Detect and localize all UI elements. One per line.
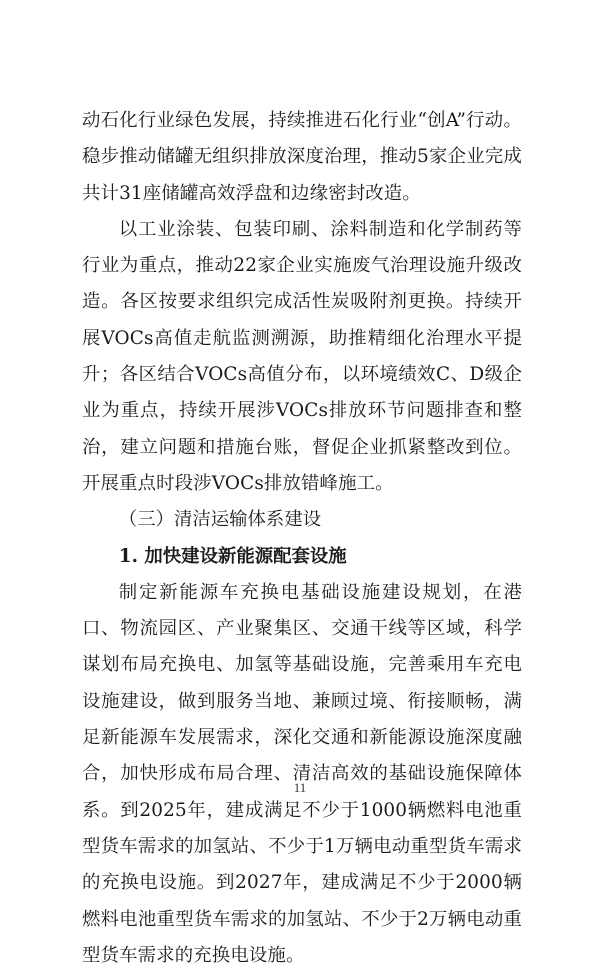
body-text — [82, 103, 522, 974]
page-number: 11 — [293, 780, 307, 795]
paragraph-new-energy: 制定新能源车充换电基础设施建设规划，在港口、物流园区、产业聚集区、交通干线等区域，科学谋划布局充换电、加氢等基础设施，完善乘用车充电设施建设，做到服务当地、兼顾过境、衔接顺畅，满足新能源车发展需求，深化交通和新能源设施深度融合，加快形成布局合理、清洁高效的基础设施保障体系。到2025年，建成满足不少于1000辆燃料电池重型货车需求的加氢站、不少于1万辆电动重型货车需求的充换电设施。到2027年，建成满足不少于2000辆燃料电池重型货车需求的加氢站、不少于2万辆电动重型货车需求的充换电设施。 — [82, 581, 522, 966]
section-heading: （三）清洁运输体系建设 — [118, 509, 322, 531]
sub-heading: 1. 加快建设新能源配套设施 — [118, 545, 347, 567]
paragraph-continuation: 动石化行业绿色发展，持续推进石化行业“创A”行动。稳步推动储罐无组织排放深度治理，推动5家企业完成共计31座储罐高效浮盘和边缘密封改造。 — [82, 110, 522, 204]
paragraph-vocs-governance: 以工业涂装、包装印刷、涂料制造和化学制药等行业为重点，推动22家企业实施废气治理设施升级改造。各区按要求组织完成活性炭吸附剂更换。持续开展VOCs高值走航监测溯源，助推精细化治理水平提升；各区结合VOCs高值分布，以环境绩效C、D级企业为重点，持续开展涉VOCs排放环节问题排查和整治，建立问题和措施台账，督促企业抓紧整改到位。开展重点时段涉VOCs排放错峰施工。 — [82, 218, 522, 494]
